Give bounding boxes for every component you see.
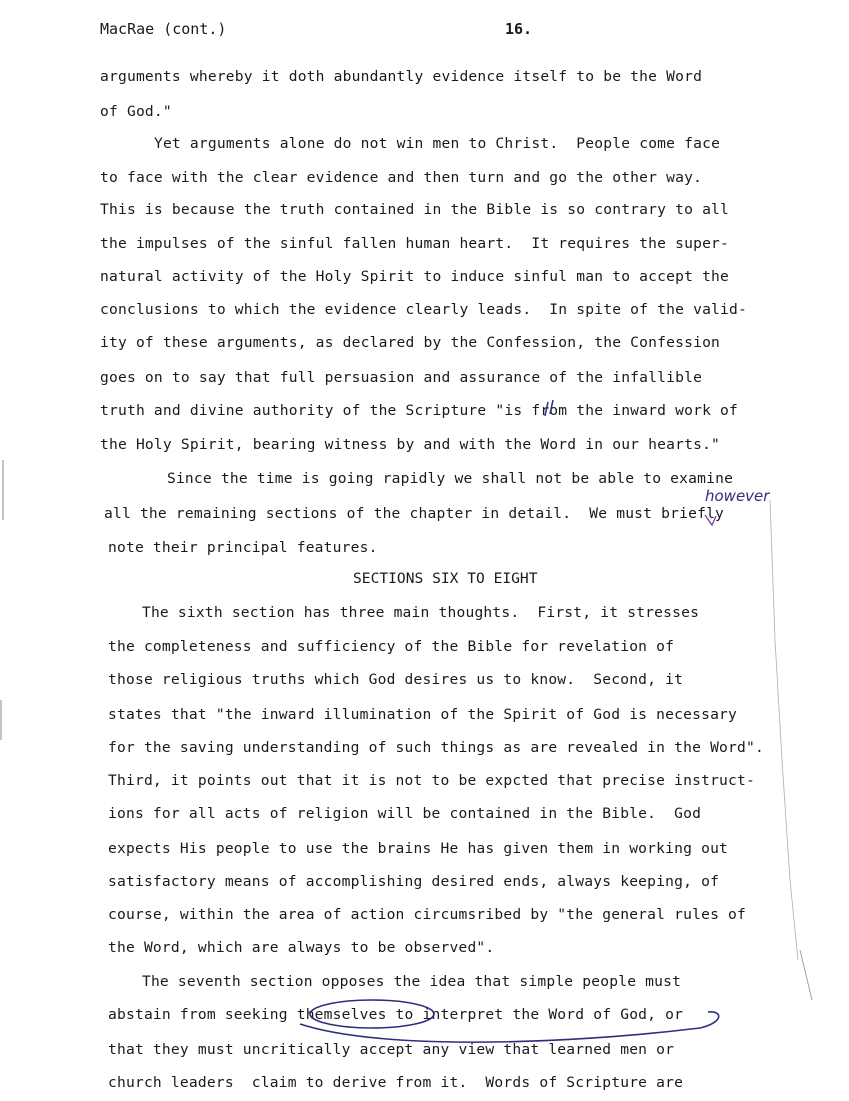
text-line: goes on to say that full persuasion and assurance of the infallible: [100, 369, 703, 386]
text-line: expects His people to use the brains He has given them in working out: [108, 840, 729, 857]
text-line: of God.": [100, 103, 172, 120]
text-line: The sixth section has three main thoughts. First, it stresses: [115, 604, 700, 621]
text-line: the Word, which are always to be observed".: [108, 939, 495, 956]
text-line: the impulses of the sinful fallen human heart. It requires the super-: [100, 235, 730, 252]
text-line: natural activity of the Holy Spirit to induce sinful man to accept the: [100, 268, 730, 285]
text-line: that they must uncritically accept any view that learned men or: [108, 1041, 675, 1058]
scan-artifact: [0, 700, 2, 740]
text-line: to face with the clear evidence and then turn and go the other way.: [100, 169, 703, 186]
text-line: for the saving understanding of such things as are revealed in the Word".: [108, 739, 764, 756]
text-line: ity of these arguments, as declared by the Confession, the Confession: [100, 334, 721, 351]
text-line: states that "the inward illumination of the Spirit of God is necessary: [108, 706, 738, 723]
text-line: church leaders claim to derive from it. Words of Scripture are: [108, 1074, 684, 1091]
text-line: note their principal features.: [108, 539, 378, 556]
text-line: truth and divine authority of the Scripture "is from the inward work of: [100, 402, 739, 419]
text-line: Yet arguments alone do not win men to Christ. People come face: [127, 135, 721, 152]
text-line: satisfactory means of accomplishing desired ends, always keeping, of: [108, 873, 720, 890]
text-line: The seventh section opposes the idea that simple people must: [115, 973, 682, 990]
text-line: Since the time is going rapidly we shall not be able to examine: [140, 470, 734, 487]
text-line: those religious truths which God desires us to know. Second, it: [108, 671, 684, 688]
text-line: abstain from seeking themselves to interpret the Word of God, or: [108, 1006, 684, 1023]
text-line: conclusions to which the evidence clearly leads. In spite of the valid-: [100, 301, 748, 318]
text-line: course, within the area of action circumsribed by "the general rules of: [108, 906, 747, 923]
text-line: ions for all acts of religion will be contained in the Bible. God: [108, 805, 702, 822]
handwritten-insertion: however: [705, 487, 770, 505]
text-line: Third, it points out that it is not to be expcted that precise instruct-: [108, 772, 756, 789]
page-number: 16.: [505, 20, 533, 38]
text-line: arguments whereby it doth abundantly evidence itself to be the Word: [100, 68, 703, 85]
scan-artifact: [2, 460, 4, 520]
text-line: This is because the truth contained in the Bible is so contrary to all: [100, 201, 730, 218]
text-line: all the remaining sections of the chapter in detail. We must briefly: [104, 505, 725, 522]
text-line: the Holy Spirit, bearing witness by and with the Word in our hearts.": [100, 436, 721, 453]
text-line: the completeness and sufficiency of the Bible for revelation of: [108, 638, 675, 655]
section-heading: SECTIONS SIX TO EIGHT: [353, 570, 538, 587]
running-header: MacRae (cont.): [100, 20, 227, 38]
